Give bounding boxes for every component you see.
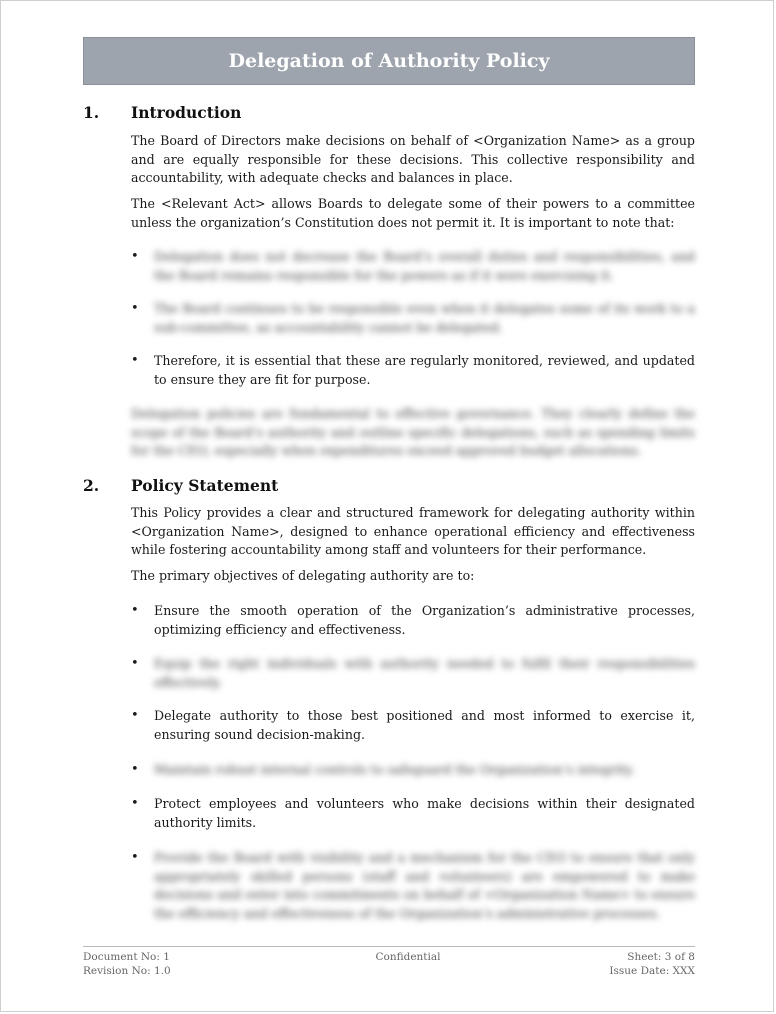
bullet-text: Maintain robust internal controls to safeguard the Organization’s integrity. [154,762,635,777]
bullet-icon: • [131,656,139,671]
bullet-text: Protect employees and volunteers who make decisions within their designated authority limits. [154,796,695,830]
footer-left [83,950,171,978]
bullet-item [131,602,695,639]
footer-center [331,950,485,964]
revision-number: Revision No: 1.0 [83,965,171,977]
footer-divider [83,946,695,947]
bullet-item [131,655,695,692]
paragraph: The <Relevant Act> allows Boards to delegate some of their powers to a committee unless the organization’s Constitution does not permit it. It is important to note that: [131,196,695,230]
confidential-label: Confidential [375,951,441,963]
document-title-bar [83,37,695,85]
paragraph: The primary objectives of delegating authority are to: [131,568,475,583]
bullet-text: Delegation does not decrease the Board’s overall duties and responsibilities, and the Board remains responsible for the powers as if it were exercising it. [154,249,695,283]
paragraph: The Board of Directors make decisions on behalf of <Organization Name> as a group and are equally responsible for these decisions. This collective responsibility and accountability, with adequate checks and balances in place. [131,133,695,185]
bullet-icon: • [131,353,139,368]
bullet-text: Therefore, it is essential that these are regularly monitored, reviewed, and updated to ensure they are fit for purpose. [154,353,695,387]
bullet-item [131,352,695,389]
footer-right [535,950,695,978]
section-heading-introduction [83,103,241,122]
bullet-text: Delegate authority to those best positioned and most informed to exercise it, ensuring sound decision-making. [154,708,695,742]
bullet-item [131,300,695,337]
issue-date: Issue Date: XXX [609,965,695,977]
bullet-item [131,795,695,832]
bullet-item [131,248,695,285]
document-number: Document No: 1 [83,951,170,963]
bullet-icon: • [131,796,139,811]
bullet-item [131,707,695,744]
bullet-icon: • [131,603,139,618]
bullet-icon: • [131,249,139,264]
bullet-text: Equip the right individuals with authority needed to fulfil their responsibilities effectively. [154,656,695,690]
section-title: Introduction [131,103,242,122]
section-title: Policy Statement [131,476,279,495]
bullet-icon: • [131,850,139,865]
document-title: Delegation of Authority Policy [228,50,550,72]
bullet-icon: • [131,301,139,316]
bullet-text: Ensure the smooth operation of the Organization’s administrative processes, optimizing efficiency and effectiveness. [154,603,695,637]
paragraph: Delegation policies are fundamental to effective governance. They clearly define the scope of the Board’s authority and outline specific delegations, such as spending limits for the CEO, especially when expenditures exceed approved budget allocations. [131,406,695,458]
bullet-item [131,761,695,780]
paragraph: This Policy provides a clear and structured framework for delegating authority within <Organization Name>, designed to enhance operational efficiency and effectiveness while fostering accountability among staff and volunteers for their performance. [131,505,695,557]
bullet-text: Provide the Board with visibility and a mechanism for the CEO to ensure that only appropriately skilled persons (staff and volunteers) are empowered to make decisions and enter into commitments on behalf of <Organization Name> to ensure the efficiency and effectiveness of the Organization’s administrative processes. [154,850,695,921]
section-number: 2. [83,476,100,495]
bullet-item [131,849,695,923]
bullet-text: The Board continues to be responsible even when it delegates some of its work to a sub-committee, as accountability cannot be delegated. [154,301,695,335]
bullet-icon: • [131,708,139,723]
section-number: 1. [83,103,100,122]
section-heading-policy-statement [83,476,278,495]
bullet-icon: • [131,762,139,777]
sheet-number: Sheet: 3 of 8 [627,951,695,963]
